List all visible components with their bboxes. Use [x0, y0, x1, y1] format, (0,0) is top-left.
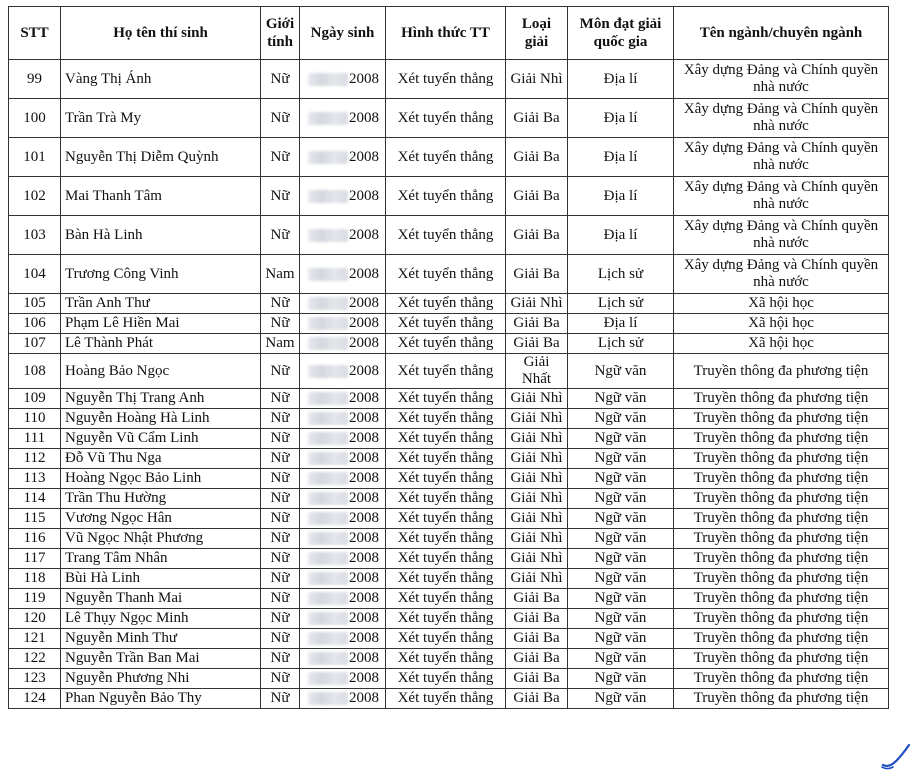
table-row [9, 216, 889, 255]
cell-prize: Giải Nhì [506, 389, 568, 409]
cell-name: Phan Nguyễn Bảo Thy [61, 689, 261, 709]
redacted-date-blur [308, 692, 348, 705]
cell-subject: Địa lí [568, 314, 674, 334]
dob-year: 2008 [349, 670, 379, 686]
dob-year: 2008 [349, 187, 379, 204]
cell-gender: Nữ [261, 549, 300, 569]
cell-dob [300, 689, 386, 709]
cell-stt: 111 [9, 429, 61, 449]
cell-gender: Nữ [261, 99, 300, 138]
cell-major: Truyền thông đa phương tiện [674, 449, 889, 469]
cell-gender: Nữ [261, 449, 300, 469]
table-row [9, 177, 889, 216]
cell-major: Truyền thông đa phương tiện [674, 569, 889, 589]
cell-gender: Nam [261, 334, 300, 354]
cell-dob [300, 60, 386, 99]
redacted-date-blur [308, 512, 348, 525]
cell-method: Xét tuyển thẳng [386, 99, 506, 138]
cell-major: Truyền thông đa phương tiện [674, 669, 889, 689]
cell-major: Truyền thông đa phương tiện [674, 689, 889, 709]
cell-major: Xây dựng Đảng và Chính quyền nhà nước [674, 255, 889, 294]
cell-method: Xét tuyển thẳng [386, 354, 506, 389]
cell-major: Xã hội học [674, 334, 889, 354]
dob-year: 2008 [349, 450, 379, 466]
redacted-date-blur [308, 190, 348, 203]
redacted-date-blur [308, 532, 348, 545]
cell-major: Truyền thông đa phương tiện [674, 609, 889, 629]
cell-subject: Địa lí [568, 138, 674, 177]
redacted-date-blur [308, 652, 348, 665]
cell-major: Xã hội học [674, 314, 889, 334]
cell-major: Truyền thông đa phương tiện [674, 629, 889, 649]
cell-prize: Giải Ba [506, 314, 568, 334]
cell-stt: 120 [9, 609, 61, 629]
cell-gender: Nữ [261, 138, 300, 177]
cell-dob [300, 334, 386, 354]
cell-dob [300, 314, 386, 334]
candidate-table-container [8, 6, 889, 709]
cell-gender: Nữ [261, 569, 300, 589]
cell-method: Xét tuyển thẳng [386, 389, 506, 409]
cell-prize: Giải Ba [506, 629, 568, 649]
cell-prize: Giải Nhì [506, 569, 568, 589]
cell-stt: 110 [9, 409, 61, 429]
cell-method: Xét tuyển thẳng [386, 529, 506, 549]
dob-year: 2008 [349, 530, 379, 546]
redacted-date-blur [308, 592, 348, 605]
cell-subject: Ngữ văn [568, 589, 674, 609]
dob-year: 2008 [349, 265, 379, 282]
cell-method: Xét tuyển thẳng [386, 649, 506, 669]
cell-name: Bùi Hà Linh [61, 569, 261, 589]
cell-major: Truyền thông đa phương tiện [674, 354, 889, 389]
cell-method: Xét tuyển thẳng [386, 689, 506, 709]
cell-gender: Nữ [261, 294, 300, 314]
cell-dob [300, 449, 386, 469]
cell-name: Trang Tâm Nhân [61, 549, 261, 569]
table-row [9, 334, 889, 354]
table-header-row [9, 7, 889, 60]
cell-name: Trương Công Vinh [61, 255, 261, 294]
cell-prize: Giải Nhì [506, 294, 568, 314]
cell-gender: Nữ [261, 389, 300, 409]
cell-dob [300, 138, 386, 177]
dob-year: 2008 [349, 690, 379, 706]
cell-subject: Ngữ văn [568, 469, 674, 489]
cell-method: Xét tuyển thẳng [386, 429, 506, 449]
cell-method: Xét tuyển thẳng [386, 409, 506, 429]
cell-name: Bàn Hà Linh [61, 216, 261, 255]
cell-gender: Nữ [261, 216, 300, 255]
table-row [9, 589, 889, 609]
cell-name: Nguyễn Trần Ban Mai [61, 649, 261, 669]
redacted-date-blur [308, 151, 348, 164]
dob-year: 2008 [349, 390, 379, 406]
cell-prize: Giải Nhì [506, 60, 568, 99]
cell-gender: Nữ [261, 469, 300, 489]
cell-subject: Ngữ văn [568, 609, 674, 629]
table-row [9, 649, 889, 669]
cell-gender: Nữ [261, 609, 300, 629]
cell-stt: 99 [9, 60, 61, 99]
cell-prize: Giải Nhì [506, 469, 568, 489]
table-row [9, 429, 889, 449]
cell-gender: Nữ [261, 409, 300, 429]
dob-year: 2008 [349, 109, 379, 126]
cell-dob [300, 669, 386, 689]
cell-name: Nguyễn Phương Nhi [61, 669, 261, 689]
cell-major: Truyền thông đa phương tiện [674, 389, 889, 409]
dob-year: 2008 [349, 570, 379, 586]
cell-major: Xây dựng Đảng và Chính quyền nhà nước [674, 177, 889, 216]
cell-prize: Giải Ba [506, 177, 568, 216]
cell-subject: Ngữ văn [568, 549, 674, 569]
cell-stt: 122 [9, 649, 61, 669]
cell-prize: Giải Ba [506, 689, 568, 709]
cell-method: Xét tuyển thẳng [386, 489, 506, 509]
cell-subject: Ngữ văn [568, 354, 674, 389]
cell-subject: Địa lí [568, 216, 674, 255]
cell-major: Truyền thông đa phương tiện [674, 529, 889, 549]
cell-dob [300, 649, 386, 669]
cell-name: Trần Trà My [61, 99, 261, 138]
table-row [9, 449, 889, 469]
cell-method: Xét tuyển thẳng [386, 60, 506, 99]
dob-year: 2008 [349, 470, 379, 486]
dob-year: 2008 [349, 630, 379, 646]
cell-dob [300, 255, 386, 294]
cell-prize: Giải Ba [506, 649, 568, 669]
redacted-date-blur [308, 317, 348, 330]
table-row [9, 255, 889, 294]
cell-dob [300, 509, 386, 529]
dob-year: 2008 [349, 590, 379, 606]
table-row [9, 294, 889, 314]
header-name: Họ tên thí sinh [61, 7, 261, 60]
dob-year: 2008 [349, 610, 379, 626]
cell-method: Xét tuyển thẳng [386, 609, 506, 629]
table-row [9, 409, 889, 429]
cell-method: Xét tuyển thẳng [386, 449, 506, 469]
cell-dob [300, 569, 386, 589]
cell-method: Xét tuyển thẳng [386, 255, 506, 294]
table-body [9, 60, 889, 709]
cell-gender: Nữ [261, 509, 300, 529]
redacted-date-blur [308, 572, 348, 585]
cell-prize: Giải Ba [506, 99, 568, 138]
cell-name: Phạm Lê Hiền Mai [61, 314, 261, 334]
cell-gender: Nữ [261, 177, 300, 216]
cell-gender: Nữ [261, 314, 300, 334]
cell-prize: Giải Nhì [506, 409, 568, 429]
cell-major: Truyền thông đa phương tiện [674, 489, 889, 509]
dob-year: 2008 [349, 490, 379, 506]
cell-stt: 118 [9, 569, 61, 589]
cell-gender: Nữ [261, 649, 300, 669]
cell-major: Xây dựng Đảng và Chính quyền nhà nước [674, 138, 889, 177]
cell-name: Vương Ngọc Hân [61, 509, 261, 529]
table-row [9, 489, 889, 509]
table-row [9, 669, 889, 689]
cell-prize: Giải Nhì [506, 509, 568, 529]
redacted-date-blur [308, 432, 348, 445]
cell-stt: 100 [9, 99, 61, 138]
cell-subject: Địa lí [568, 177, 674, 216]
cell-stt: 112 [9, 449, 61, 469]
header-prize: Loại giải [506, 7, 568, 60]
cell-prize: Giải Nhì [506, 549, 568, 569]
cell-prize: Giải Ba [506, 216, 568, 255]
cell-stt: 124 [9, 689, 61, 709]
table-row [9, 354, 889, 389]
cell-name: Nguyễn Minh Thư [61, 629, 261, 649]
cell-subject: Ngữ văn [568, 409, 674, 429]
cell-stt: 119 [9, 589, 61, 609]
cell-name: Lê Thành Phát [61, 334, 261, 354]
dob-year: 2008 [349, 226, 379, 243]
cell-stt: 114 [9, 489, 61, 509]
header-subject: Môn đạt giải quốc gia [568, 7, 674, 60]
dob-year: 2008 [349, 510, 379, 526]
cell-subject: Ngữ văn [568, 569, 674, 589]
header-major: Tên ngành/chuyên ngành [674, 7, 889, 60]
cell-name: Vàng Thị Ánh [61, 60, 261, 99]
cell-dob [300, 177, 386, 216]
dob-year: 2008 [349, 430, 379, 446]
table-row [9, 509, 889, 529]
dob-year: 2008 [349, 295, 379, 311]
cell-major: Truyền thông đa phương tiện [674, 469, 889, 489]
candidate-table [8, 6, 889, 709]
cell-name: Nguyễn Thị Diễm Quỳnh [61, 138, 261, 177]
redacted-date-blur [308, 337, 348, 350]
cell-major: Truyền thông đa phương tiện [674, 409, 889, 429]
cell-method: Xét tuyển thẳng [386, 569, 506, 589]
dob-year: 2008 [349, 410, 379, 426]
table-row [9, 689, 889, 709]
dob-year: 2008 [349, 335, 379, 351]
redacted-date-blur [308, 412, 348, 425]
cell-method: Xét tuyển thẳng [386, 314, 506, 334]
cell-method: Xét tuyển thẳng [386, 589, 506, 609]
dob-year: 2008 [349, 315, 379, 331]
cell-name: Đỗ Vũ Thu Nga [61, 449, 261, 469]
cell-method: Xét tuyển thẳng [386, 549, 506, 569]
cell-method: Xét tuyển thẳng [386, 138, 506, 177]
header-stt: STT [9, 7, 61, 60]
cell-gender: Nữ [261, 589, 300, 609]
cell-prize: Giải Ba [506, 138, 568, 177]
cell-name: Mai Thanh Tâm [61, 177, 261, 216]
cell-name: Trần Anh Thư [61, 294, 261, 314]
cell-major: Truyền thông đa phương tiện [674, 429, 889, 449]
cell-prize: Giải Nhì [506, 489, 568, 509]
cell-method: Xét tuyển thẳng [386, 669, 506, 689]
cell-gender: Nữ [261, 629, 300, 649]
cell-gender: Nữ [261, 489, 300, 509]
cell-stt: 117 [9, 549, 61, 569]
cell-major: Truyền thông đa phương tiện [674, 549, 889, 569]
redacted-date-blur [308, 392, 348, 405]
cell-subject: Địa lí [568, 99, 674, 138]
cell-prize: Giải Nhì [506, 529, 568, 549]
dob-year: 2008 [349, 70, 379, 87]
cell-stt: 109 [9, 389, 61, 409]
cell-dob [300, 609, 386, 629]
cell-major: Xây dựng Đảng và Chính quyền nhà nước [674, 60, 889, 99]
header-method: Hình thức TT [386, 7, 506, 60]
table-row [9, 389, 889, 409]
cell-stt: 121 [9, 629, 61, 649]
dob-year: 2008 [349, 550, 379, 566]
table-row [9, 138, 889, 177]
cell-stt: 102 [9, 177, 61, 216]
table-row [9, 60, 889, 99]
cell-dob [300, 629, 386, 649]
cell-subject: Ngữ văn [568, 669, 674, 689]
pen-check-mark-icon [881, 743, 911, 771]
table-row [9, 609, 889, 629]
cell-gender: Nữ [261, 354, 300, 389]
redacted-date-blur [308, 632, 348, 645]
cell-prize: Giải Ba [506, 609, 568, 629]
cell-method: Xét tuyển thẳng [386, 177, 506, 216]
cell-major: Xây dựng Đảng và Chính quyền nhà nước [674, 99, 889, 138]
redacted-date-blur [308, 73, 348, 86]
cell-dob [300, 589, 386, 609]
cell-dob [300, 429, 386, 449]
cell-dob [300, 389, 386, 409]
cell-name: Hoàng Ngọc Bảo Linh [61, 469, 261, 489]
cell-subject: Ngữ văn [568, 429, 674, 449]
table-row [9, 99, 889, 138]
cell-prize: Giải Ba [506, 255, 568, 294]
cell-name: Trần Thu Hường [61, 489, 261, 509]
cell-prize: Giải Nhì [506, 449, 568, 469]
table-row [9, 314, 889, 334]
table-row [9, 569, 889, 589]
redacted-date-blur [308, 268, 348, 281]
cell-prize: Giải Ba [506, 669, 568, 689]
cell-dob [300, 216, 386, 255]
cell-method: Xét tuyển thẳng [386, 216, 506, 255]
redacted-date-blur [308, 472, 348, 485]
cell-dob [300, 294, 386, 314]
cell-prize: Giải Ba [506, 589, 568, 609]
cell-prize: Giải Nhì [506, 429, 568, 449]
cell-name: Lê Thụy Ngọc Minh [61, 609, 261, 629]
cell-stt: 107 [9, 334, 61, 354]
cell-gender: Nữ [261, 689, 300, 709]
redacted-date-blur [308, 492, 348, 505]
table-row [9, 629, 889, 649]
cell-subject: Ngữ văn [568, 449, 674, 469]
dob-year: 2008 [349, 148, 379, 165]
cell-major: Xây dựng Đảng và Chính quyền nhà nước [674, 216, 889, 255]
cell-name: Nguyễn Thị Trang Anh [61, 389, 261, 409]
cell-subject: Lịch sử [568, 255, 674, 294]
cell-dob [300, 469, 386, 489]
dob-year: 2008 [349, 650, 379, 666]
cell-dob [300, 99, 386, 138]
cell-prize: Giải Ba [506, 334, 568, 354]
cell-dob [300, 354, 386, 389]
cell-stt: 106 [9, 314, 61, 334]
cell-dob [300, 529, 386, 549]
table-row [9, 549, 889, 569]
cell-major: Xã hội học [674, 294, 889, 314]
cell-stt: 123 [9, 669, 61, 689]
cell-subject: Ngữ văn [568, 649, 674, 669]
cell-subject: Ngữ văn [568, 529, 674, 549]
cell-name: Hoàng Bảo Ngọc [61, 354, 261, 389]
cell-gender: Nữ [261, 669, 300, 689]
cell-subject: Ngữ văn [568, 629, 674, 649]
cell-subject: Ngữ văn [568, 509, 674, 529]
dob-year: 2008 [349, 362, 379, 379]
cell-dob [300, 409, 386, 429]
cell-major: Truyền thông đa phương tiện [674, 509, 889, 529]
cell-name: Vũ Ngọc Nhật Phương [61, 529, 261, 549]
cell-gender: Nữ [261, 529, 300, 549]
cell-stt: 103 [9, 216, 61, 255]
cell-method: Xét tuyển thẳng [386, 469, 506, 489]
header-dob: Ngày sinh [300, 7, 386, 60]
cell-gender: Nữ [261, 60, 300, 99]
cell-stt: 108 [9, 354, 61, 389]
cell-stt: 116 [9, 529, 61, 549]
cell-subject: Ngữ văn [568, 389, 674, 409]
cell-name: Nguyễn Hoàng Hà Linh [61, 409, 261, 429]
cell-stt: 105 [9, 294, 61, 314]
redacted-date-blur [308, 112, 348, 125]
cell-method: Xét tuyển thẳng [386, 629, 506, 649]
cell-major: Truyền thông đa phương tiện [674, 589, 889, 609]
redacted-date-blur [308, 612, 348, 625]
cell-dob [300, 489, 386, 509]
cell-prize: Giải Nhất [506, 354, 568, 389]
redacted-date-blur [308, 672, 348, 685]
cell-method: Xét tuyển thẳng [386, 294, 506, 314]
redacted-date-blur [308, 552, 348, 565]
table-row [9, 469, 889, 489]
redacted-date-blur [308, 229, 348, 242]
table-row [9, 529, 889, 549]
redacted-date-blur [308, 365, 348, 378]
cell-subject: Lịch sử [568, 294, 674, 314]
cell-method: Xét tuyển thẳng [386, 509, 506, 529]
cell-stt: 101 [9, 138, 61, 177]
cell-subject: Ngữ văn [568, 489, 674, 509]
cell-method: Xét tuyển thẳng [386, 334, 506, 354]
header-gender: Giới tính [261, 7, 300, 60]
cell-dob [300, 549, 386, 569]
cell-stt: 115 [9, 509, 61, 529]
cell-stt: 113 [9, 469, 61, 489]
redacted-date-blur [308, 452, 348, 465]
cell-subject: Ngữ văn [568, 689, 674, 709]
cell-stt: 104 [9, 255, 61, 294]
cell-major: Truyền thông đa phương tiện [674, 649, 889, 669]
cell-gender: Nam [261, 255, 300, 294]
cell-subject: Địa lí [568, 60, 674, 99]
cell-name: Nguyễn Thanh Mai [61, 589, 261, 609]
redacted-date-blur [308, 297, 348, 310]
cell-name: Nguyễn Vũ Cẩm Linh [61, 429, 261, 449]
cell-subject: Lịch sử [568, 334, 674, 354]
cell-gender: Nữ [261, 429, 300, 449]
